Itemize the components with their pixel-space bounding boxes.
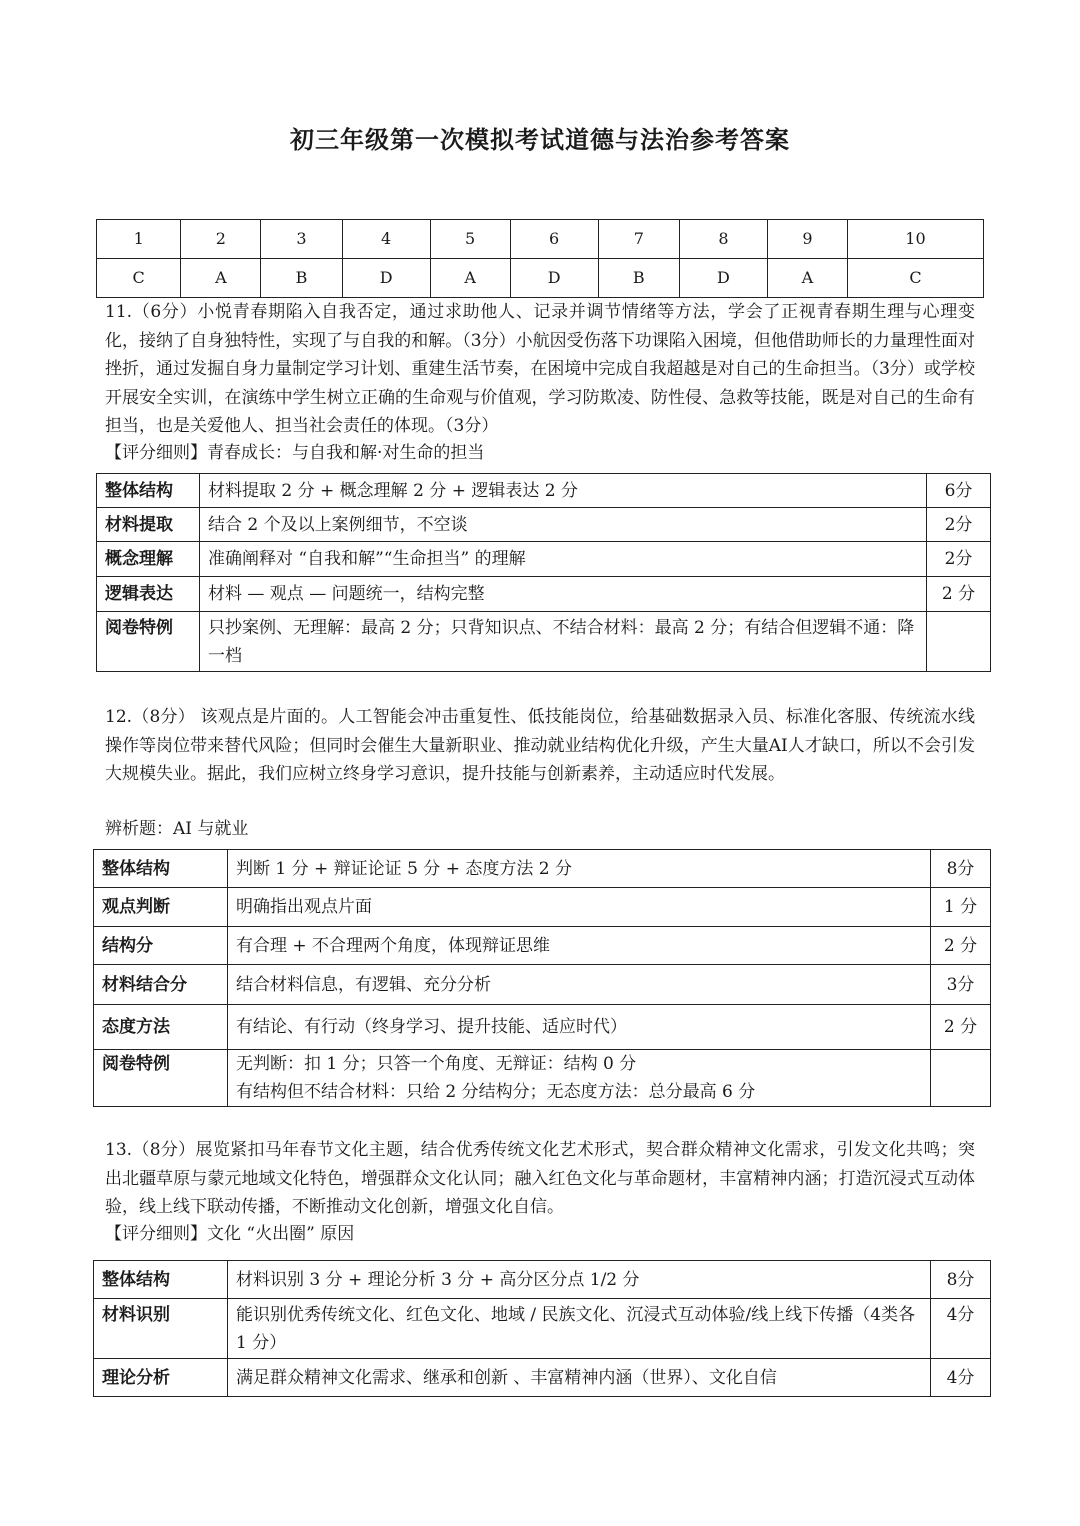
q12-rubric-table bbox=[93, 849, 991, 1107]
rubric-desc: 有结论、有行动（终身学习、提升技能、适应时代） bbox=[228, 1005, 931, 1050]
q12-answer-text: 12.（8分） 该观点是片面的。人工智能会冲击重复性、低技能岗位，给基础数据录入员、标准化客服、传统流水线操作等岗位带来替代风险；但同时会催生大量新职业、推动就业结构优化升级，产生大量AI人才缺口，所以不会引发大规模失业。据此，我们应树立终身学习意识，提升技能与创新素养，主动适应时代发展。 bbox=[105, 707, 975, 784]
rubric-key: 观点判断 bbox=[94, 888, 228, 927]
mc-number-row bbox=[97, 220, 984, 259]
mc-answer: D bbox=[679, 259, 767, 298]
mc-number: 9 bbox=[767, 220, 847, 259]
rubric-row bbox=[97, 577, 991, 612]
mc-answer: B bbox=[261, 259, 342, 298]
rubric-key: 概念理解 bbox=[97, 542, 200, 577]
rubric-row bbox=[94, 1299, 991, 1359]
mc-answer-row bbox=[97, 259, 984, 298]
mc-answer: A bbox=[767, 259, 847, 298]
mc-number: 2 bbox=[181, 220, 261, 259]
rubric-score: 8分 bbox=[931, 850, 991, 888]
rubric-row bbox=[94, 1359, 991, 1397]
mc-answer: D bbox=[510, 259, 598, 298]
rubric-score bbox=[931, 1050, 991, 1107]
mc-answer-table bbox=[96, 219, 984, 298]
rubric-key: 态度方法 bbox=[94, 1005, 228, 1050]
rubric-row bbox=[94, 965, 991, 1005]
rubric-desc: 明确指出观点片面 bbox=[228, 888, 931, 927]
rubric-key: 逻辑表达 bbox=[97, 577, 200, 612]
rubric-desc: 只抄案例、无理解：最高 2 分；只背知识点、不结合材料：最高 2 分；有结合但逻辑不通：降一档 bbox=[200, 612, 927, 672]
rubric-desc: 结合 2 个及以上案例细节，不空谈 bbox=[200, 508, 927, 542]
rubric-desc: 判断 1 分 + 辩证论证 5 分 + 态度方法 2 分 bbox=[228, 850, 931, 888]
rubric-desc: 无判断：扣 1 分；只答一个角度、无辩证：结构 0 分 bbox=[236, 1054, 637, 1074]
rubric-row bbox=[94, 888, 991, 927]
mc-number: 6 bbox=[510, 220, 598, 259]
mc-answer: A bbox=[181, 259, 261, 298]
rubric-key: 阅卷特例 bbox=[94, 1050, 228, 1107]
rubric-desc: 有合理 + 不合理两个角度，体现辩证思维 bbox=[228, 927, 931, 965]
rubric-score: 1 分 bbox=[931, 888, 991, 927]
rubric-desc: 能识别优秀传统文化、红色文化、地域 / 民族文化、沉浸式互动体验/线上线下传播（4类各 1 分） bbox=[228, 1299, 931, 1359]
q11-answer-text: 11.（6分）小悦青春期陷入自我否定，通过求助他人、记录并调节情绪等方法，学会了正视青春期生理与心理变化，接纳了自身独特性，实现了与自我的和解。（3分）小航因受伤落下功课陷入困境，但他借助师长的力量理性面对挫折，通过发掘自身力量制定学习计划、重建生活节奏，在困境中完成自我超越是对自己的生命担当。（3分）或学校开展安全实训，在演练中学生树立正确的生命观与价值观，学习防欺凌、防性侵、急救等技能，既是对自己的生命有担当，也是关爱他人、担当社会责任的体现。（3分） bbox=[105, 302, 975, 436]
rubric-row bbox=[94, 850, 991, 888]
mc-number: 10 bbox=[847, 220, 983, 259]
mc-answer: C bbox=[97, 259, 181, 298]
mc-number: 3 bbox=[261, 220, 342, 259]
rubric-row bbox=[94, 1005, 991, 1050]
mc-answer: B bbox=[598, 259, 679, 298]
rubric-key: 材料识别 bbox=[94, 1299, 228, 1359]
rubric-score: 4分 bbox=[931, 1359, 991, 1397]
rubric-row bbox=[94, 1050, 991, 1107]
page-title: 初三年级第一次模拟考试道德与法治参考答案 bbox=[290, 126, 790, 154]
rubric-key: 理论分析 bbox=[94, 1359, 228, 1397]
rubric-row bbox=[94, 927, 991, 965]
rubric-score: 6分 bbox=[927, 474, 991, 508]
rubric-row bbox=[94, 1261, 991, 1299]
rubric-key: 材料提取 bbox=[97, 508, 200, 542]
rubric-row bbox=[97, 508, 991, 542]
rubric-desc-cell bbox=[228, 1050, 931, 1107]
rubric-key: 阅卷特例 bbox=[97, 612, 200, 672]
q13-rubric-heading: 【评分细则】文化 “火出圈” 原因 bbox=[105, 1224, 355, 1244]
mc-number: 1 bbox=[97, 220, 181, 259]
rubric-score: 2分 bbox=[927, 508, 991, 542]
mc-number: 7 bbox=[598, 220, 679, 259]
q11-rubric-table bbox=[96, 473, 991, 672]
rubric-desc: 结合材料信息，有逻辑、充分分析 bbox=[228, 965, 931, 1005]
q11-rubric-heading: 【评分细则】青春成长：与自我和解·对生命的担当 bbox=[105, 443, 485, 463]
rubric-score: 2分 bbox=[927, 542, 991, 577]
rubric-key: 整体结构 bbox=[97, 474, 200, 508]
mc-number: 5 bbox=[430, 220, 510, 259]
rubric-row bbox=[97, 612, 991, 672]
rubric-row bbox=[97, 542, 991, 577]
rubric-desc: 准确阐释对 “自我和解”“生命担当” 的理解 bbox=[200, 542, 927, 577]
rubric-row bbox=[97, 474, 991, 508]
rubric-desc: 有结构但不结合材料：只给 2 分结构分；无态度方法：总分最高 6 分 bbox=[236, 1082, 756, 1102]
rubric-key: 材料结合分 bbox=[94, 965, 228, 1005]
rubric-key: 整体结构 bbox=[94, 1261, 228, 1299]
rubric-score: 8分 bbox=[931, 1261, 991, 1299]
q12-rubric-heading: 辨析题：AI 与就业 bbox=[105, 819, 249, 839]
mc-answer: D bbox=[342, 259, 430, 298]
rubric-score: 4分 bbox=[931, 1299, 991, 1359]
rubric-score: 3分 bbox=[931, 965, 991, 1005]
rubric-desc: 材料 — 观点 — 问题统一，结构完整 bbox=[200, 577, 927, 612]
mc-number: 8 bbox=[679, 220, 767, 259]
mc-answer: A bbox=[430, 259, 510, 298]
rubric-key: 整体结构 bbox=[94, 850, 228, 888]
q13-answer-text: 13.（8分）展览紧扣马年春节文化主题，结合优秀传统文化艺术形式，契合群众精神文化需求，引发文化共鸣；突出北疆草原与蒙元地域文化特色，增强群众文化认同；融入红色文化与革命题材，丰富精神内涵；打造沉浸式互动体验，线上线下联动传播，不断推动文化创新，增强文化自信。 bbox=[105, 1140, 975, 1217]
q13-rubric-table bbox=[93, 1260, 991, 1397]
rubric-score: 2 分 bbox=[931, 1005, 991, 1050]
rubric-score bbox=[927, 612, 991, 672]
rubric-desc: 材料识别 3 分 + 理论分析 3 分 + 高分区分点 1/2 分 bbox=[228, 1261, 931, 1299]
rubric-key: 结构分 bbox=[94, 927, 228, 965]
rubric-desc: 满足群众精神文化需求、继承和创新 、丰富精神内涵（世界）、文化自信 bbox=[228, 1359, 931, 1397]
rubric-desc: 材料提取 2 分 + 概念理解 2 分 + 逻辑表达 2 分 bbox=[200, 474, 927, 508]
rubric-score: 2 分 bbox=[931, 927, 991, 965]
rubric-score: 2 分 bbox=[927, 577, 991, 612]
mc-number: 4 bbox=[342, 220, 430, 259]
mc-answer: C bbox=[847, 259, 983, 298]
